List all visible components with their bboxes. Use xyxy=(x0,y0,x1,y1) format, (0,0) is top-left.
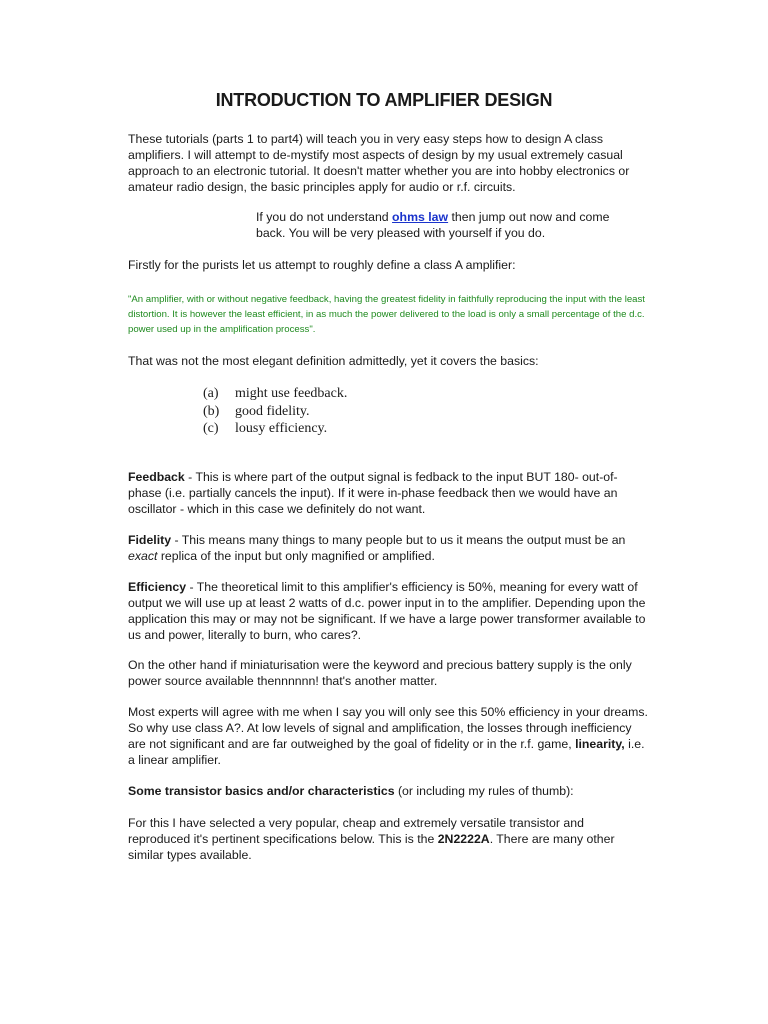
efficiency-term: Efficiency xyxy=(128,580,187,594)
experts-text-before: Most experts will agree with me when I say you will only see this 50% efficiency in your dreams. So why use class A?. At low levels of signal and amplification, the losses through inefficiency are not significant and are far outweighed by the goal of fidelity or in the r.f. game, xyxy=(128,705,648,751)
feedback-text: - This is where part of the output signal is fedback to the input BUT 180- out-of-phase (i.e. partially cancels the input). If it were in-phase feedback then we would have an oscillator - which in this case we definitely do not want. xyxy=(128,470,618,516)
fidelity-paragraph xyxy=(128,532,648,564)
list-text: might use feedback. xyxy=(235,386,348,401)
intro-paragraph: These tutorials (parts 1 to part4) will teach you in very easy steps how to design A class amplifiers. I will attempt to de-mystify most aspects of design by my usual extremely casual approach to an electronic tutorial. It doesn't matter whether you are into hobby electronics or amateur radio design, the basic principles apply for audio or r.f. circuits. xyxy=(128,132,630,194)
experts-text-after: i.e. a linear amplifier. xyxy=(128,737,645,767)
list-marker: (b) xyxy=(203,403,220,419)
fidelity-term: Fidelity xyxy=(128,533,172,547)
list-marker: (c) xyxy=(203,421,219,436)
feedback-paragraph xyxy=(128,469,648,517)
list-item xyxy=(203,403,347,421)
list-item xyxy=(203,385,347,403)
selected-paragraph xyxy=(128,815,648,863)
transistor-heading-text: (or including my rules of thumb): xyxy=(394,784,574,798)
ohms-note-after: then jump out now and come back. You will be very pleased with yourself if you do. xyxy=(256,210,610,240)
experts-paragraph xyxy=(128,704,648,768)
ohms-note-before: If you do not understand xyxy=(256,210,393,224)
transistor-heading xyxy=(128,783,648,799)
transistor-heading-bold: Some transistor basics and/or characteristics xyxy=(128,784,395,798)
list-text: good fidelity. xyxy=(235,403,310,419)
selected-text-before: For this I have selected a very popular, cheap and extremely versatile transistor and reproduced it's pertinent specifications below. This is the xyxy=(128,816,584,846)
list-text: lousy efficiency. xyxy=(235,421,328,436)
linearity-term: linearity, xyxy=(575,737,625,751)
efficiency-text: - The theoretical limit to this amplifier's efficiency is 50%, meaning for every watt of output we will use up at least 2 watts of d.c. power input in to the amplifier. Depending upon the application this may or may not be significant. If we have a large power transformer available to us and power, literally to burn, who cares?. xyxy=(128,580,646,642)
fidelity-emphasis: exact xyxy=(128,549,158,563)
page-title: INTRODUCTION TO AMPLIFIER DESIGN xyxy=(215,90,553,110)
elegant-paragraph: That was not the most elegant definition admittedly, yet it covers the basics: xyxy=(128,354,539,368)
ohms-law-note xyxy=(256,209,636,241)
fidelity-text-after: replica of the input but only magnified or amplified. xyxy=(157,549,435,563)
efficiency-paragraph xyxy=(128,579,648,643)
list-item xyxy=(203,420,347,438)
selected-text-after: . There are many other similar types available. xyxy=(128,832,615,862)
basics-list xyxy=(203,385,347,438)
purists-paragraph: Firstly for the purists let us attempt to roughly define a class A amplifier: xyxy=(128,258,516,272)
list-marker: (a) xyxy=(203,386,219,401)
miniaturisation-paragraph: On the other hand if miniaturisation were the keyword and precious battery supply is the only power source available thennnnnn! that's another matter. xyxy=(128,658,632,688)
fidelity-text-before: - This means many things to many people but to us it means the output must be an xyxy=(171,533,626,547)
transistor-model: 2N2222A xyxy=(437,832,490,846)
ohms-law-link[interactable]: ohms law xyxy=(392,210,449,224)
definition-quote: "An amplifier, with or without negative feedback, having the greatest fidelity in faithfully reproducing the input with the least distortion. It is however the least efficient, in as much the power delivered to the load is only a small percentage of the d.c. power used up in the amplification process". xyxy=(128,294,645,335)
feedback-term: Feedback xyxy=(128,470,185,484)
